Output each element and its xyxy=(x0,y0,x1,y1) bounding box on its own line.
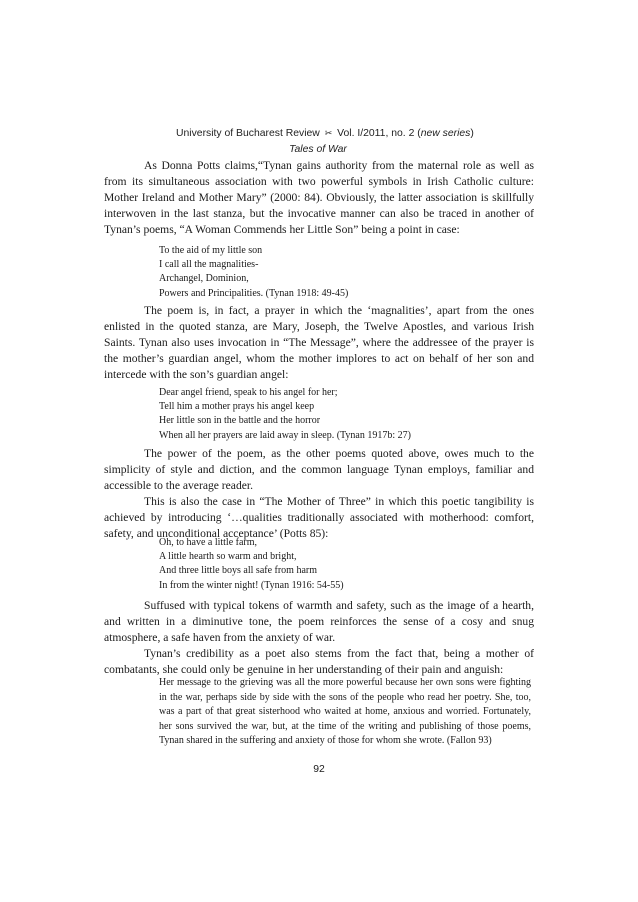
journal-series: new series xyxy=(420,128,471,139)
page-number: 92 xyxy=(313,764,325,775)
verse-quote-1 xyxy=(159,244,539,301)
verse-line: When all her prayers are laid away in sleep. (Tynan 1917b: 27) xyxy=(159,429,411,441)
section-title: Tales of War xyxy=(289,144,347,155)
verse-line: Archangel, Dominion, xyxy=(159,273,249,285)
verse-line: I call all the magnalities- xyxy=(159,259,259,271)
verse-line: And three little boys all safe from harm xyxy=(159,565,318,577)
body-paragraph: As Donna Potts claims,“Tynan gains authority from the maternal role as well as from its simultaneous association with two powerful symbols in Irish Catholic culture: Mother Ireland and Mother Mary” (2000: 84). Obviously, the latter association is skillfully interwoven in the last stanza, but the invocative manner can also be traced in another of Tynan’s poems, “A Woman Commends her Little Son” being a point in case: xyxy=(104,159,534,236)
body-paragraph: The power of the poem, as the other poems quoted above, owes much to the simplicity of style and diction, and the common language Tynan employs, familiar and accessible to the average reader. xyxy=(104,447,534,492)
verse-line: Powers and Principalities. (Tynan 1918: 49-45) xyxy=(159,287,349,299)
verse-quote-3 xyxy=(159,536,539,593)
block-quote: Her message to the grieving was all the more powerful because her own sons were fighting in the war, perhaps side by side with the sons of the people who read her poetry. She, too, was a part of that great sisterhood who waited at home, anxious and worried. Fortunately, her sons survived the war, but, at the time of the writing and publishing of those poems, Tynan shared in the suffering and anxiety of those for whom she wrote. (Fallon 93) xyxy=(159,677,531,746)
paragraph-4-block xyxy=(104,598,534,678)
scissors-icon: ✂ xyxy=(324,129,333,139)
body-paragraph: This is also the case in “The Mother of Three” in which this poetic tangibility is achieved by introducing ‘…qualities traditionally associated with motherhood: comfort, safety, and unconditional acceptance’ (Potts 85): xyxy=(104,494,534,540)
verse-quote-2 xyxy=(159,386,539,443)
paragraph-3-block xyxy=(104,446,534,541)
body-paragraph: Suffused with typical tokens of warmth and safety, such as the image of a hearth, and written in a diminutive tone, the poem reinforces the sense of a cosy and snug atmosphere, a safe haven from the anxiety of war. xyxy=(104,599,534,644)
paragraph-1-block xyxy=(104,158,534,238)
body-paragraph: The poem is, in fact, a prayer in which the ‘magnalities’, apart from the ones enlisted in the quoted stanza, are Mary, Joseph, the Twelve Apostles, and various Irish Saints. Tynan also uses invocation in “The Message”, where the addressee of the prayer is the mother’s guardian angel, whom the mother implores to act on behalf of her son and intercede with the son’s guardian angel: xyxy=(104,304,534,381)
paragraph-2-block xyxy=(104,303,534,383)
journal-name: University of Bucharest Review xyxy=(176,128,320,139)
body-paragraph: Tynan’s credibility as a poet also stems from the fact that, being a mother of combatants, she could only be genuine in her understanding of their pain and anguish: xyxy=(104,646,534,676)
journal-volume: Vol. I/2011, no. 2 ( xyxy=(337,128,421,139)
verse-line: To the aid of my little son xyxy=(159,245,263,256)
verse-line: Her little son in the battle and the horror xyxy=(159,415,321,427)
verse-line: Tell him a mother prays his angel keep xyxy=(159,401,315,413)
section-title-line xyxy=(0,144,638,155)
journal-close-paren: ) xyxy=(470,128,474,139)
verse-line: Oh, to have a little farm, xyxy=(159,537,258,548)
verse-line: In from the winter night! (Tynan 1916: 54-55) xyxy=(159,579,344,591)
verse-line: A little hearth so warm and bright, xyxy=(159,551,297,563)
verse-line: Dear angel friend, speak to his angel for her; xyxy=(159,387,338,398)
journal-header-line xyxy=(176,128,474,139)
